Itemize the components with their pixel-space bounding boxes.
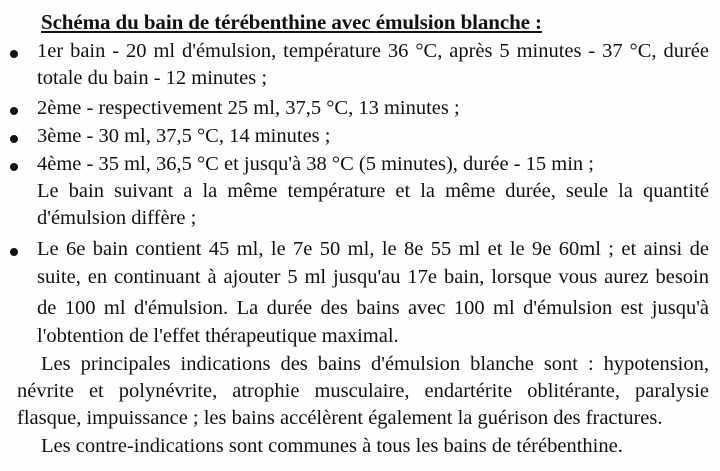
bullet-icon (10, 163, 18, 171)
bullet-icon (10, 50, 18, 58)
bullet-text-line: de 100 ml d'émulsion. La durée des bains avec 100 ml d'émulsion est jusqu'à (37, 297, 709, 319)
bullet-text-line: l'obtention de l'effet thérapeutique maximal. (37, 325, 399, 347)
paragraph-line: Les principales indications des bains d'émulsion blanche sont : hypotension, (41, 353, 709, 375)
paragraph-line: Les contre-indications sont communes à tous les bains de térébenthine. (41, 435, 623, 457)
bullet-text-line: 4ème - 35 ml, 36,5 °C et jusqu'à 38 °C (5 minutes), durée - 15 min ; (37, 153, 594, 175)
section-title: Schéma du bain de térébenthine avec émulsion blanche : (41, 10, 542, 34)
bullet-text-line: Le bain suivant a la même température et la même durée, seule la quantité (37, 180, 709, 202)
paragraph-line: névrite et polynévrite, atrophie musculaire, endartérite oblitérante, paralysie (17, 380, 709, 402)
bullet-text-line: Le 6e bain contient 45 ml, le 7e 50 ml, le 8e 55 ml et le 9e 60ml ; et ainsi de (37, 238, 709, 260)
bullet-icon (10, 107, 18, 115)
bullet-text-line: 1er bain - 20 ml d'émulsion, température 36 °C, après 5 minutes - 37 °C, durée (37, 40, 709, 62)
paragraph-line: flasque, impuissance ; les bains accélèrent également la guérison des fractures. (17, 407, 663, 429)
bullet-text-line: 2ème - respectivement 25 ml, 37,5 °C, 13 minutes ; (37, 97, 460, 119)
bullet-text-line: 3ème - 30 ml, 37,5 °C, 14 minutes ; (37, 125, 331, 147)
bullet-text-line: suite, en continuant à ajouter 5 ml jusqu'au 17e bain, lorsque vous aurez besoin (37, 266, 709, 288)
bullet-icon (10, 248, 18, 256)
bullet-text-line: d'émulsion diffère ; (37, 207, 197, 229)
bullet-icon (10, 135, 18, 143)
bullet-text-line: totale du bain - 12 minutes ; (37, 67, 268, 89)
